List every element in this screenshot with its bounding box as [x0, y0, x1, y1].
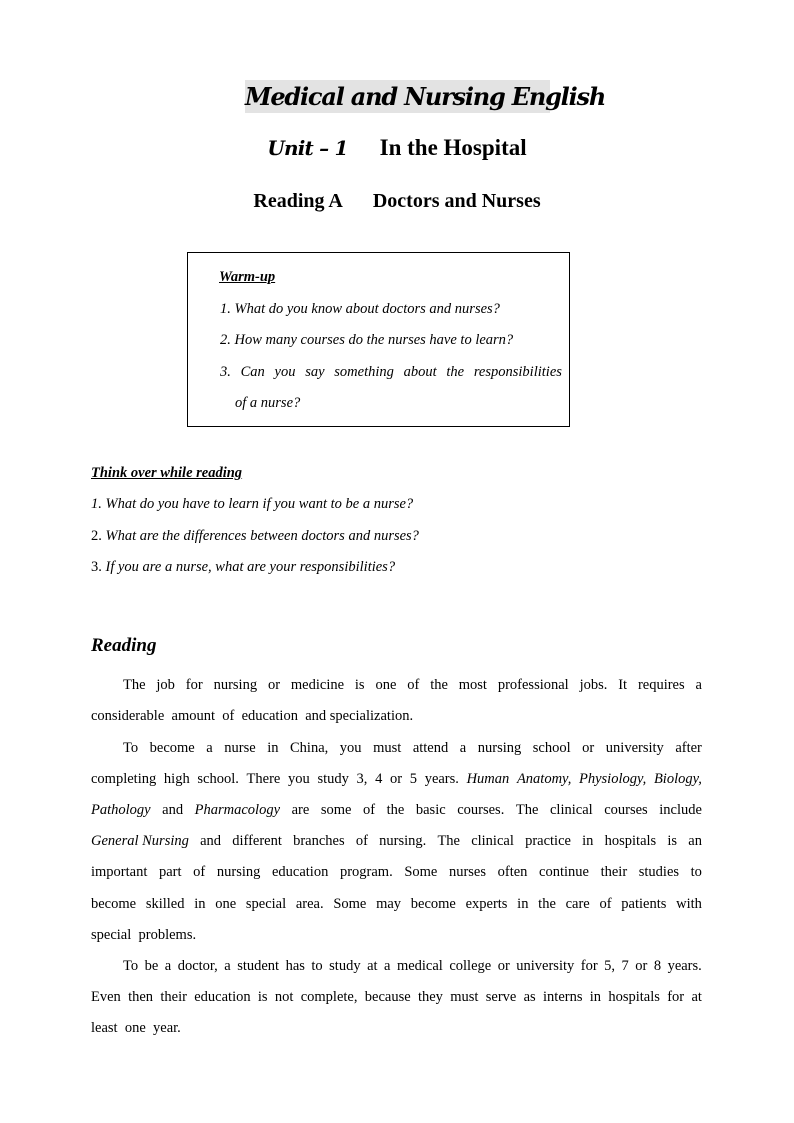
- word: of: [407, 677, 420, 693]
- word: nurse: [224, 740, 256, 756]
- word: attend: [412, 740, 449, 756]
- word: in: [582, 833, 594, 849]
- word: the: [538, 896, 556, 912]
- paragraph-3-line-3: least one year.: [91, 1020, 181, 1036]
- word: clinical: [549, 802, 593, 818]
- word: important: [91, 864, 148, 880]
- word: education: [271, 864, 329, 880]
- think-over-title: Think over while reading: [91, 465, 243, 481]
- word: or: [497, 958, 510, 974]
- word: patients: [621, 896, 667, 912]
- word: university: [516, 958, 575, 974]
- think-question-3-text: If you are a nurse, what are your responsibilities?: [105, 559, 396, 575]
- word: for: [185, 677, 203, 693]
- word: to: [690, 864, 702, 880]
- paragraph-3-line-2: [91, 987, 702, 1007]
- word: is: [354, 677, 365, 693]
- word: continue: [539, 864, 589, 880]
- think-question-3-number: 3.: [91, 559, 106, 575]
- word: and: [162, 802, 184, 818]
- word: courses.: [457, 802, 505, 818]
- word: Human: [466, 771, 510, 787]
- word: 3,: [356, 771, 368, 787]
- word: clinical: [471, 833, 514, 849]
- word: Biology,: [653, 771, 702, 787]
- word: Even: [91, 989, 121, 1005]
- word: they: [417, 989, 443, 1005]
- word: their: [160, 989, 187, 1005]
- word: experts: [465, 896, 508, 912]
- word: part: [159, 864, 182, 880]
- word: basic: [415, 802, 446, 818]
- unit-title: In the Hospital: [379, 135, 527, 160]
- word: or: [390, 771, 403, 787]
- word: 5,: [604, 958, 616, 974]
- word: hospitals: [604, 833, 657, 849]
- word: you: [288, 771, 310, 787]
- word: is: [667, 833, 678, 849]
- think-question-2: [91, 528, 419, 545]
- word: student: [237, 958, 280, 974]
- word: branches: [293, 833, 345, 849]
- word: The: [437, 833, 460, 849]
- word: university: [605, 740, 664, 756]
- word: are: [291, 802, 310, 818]
- word: college: [449, 958, 492, 974]
- word: of: [362, 802, 376, 818]
- word: become: [91, 896, 137, 912]
- word: jobs.: [579, 677, 608, 693]
- word: care: [565, 896, 590, 912]
- word: Some: [404, 864, 438, 880]
- word: courses: [604, 802, 648, 818]
- word: most: [458, 677, 487, 693]
- warmup-box: [187, 252, 570, 427]
- word: doctor,: [177, 958, 218, 974]
- word: must: [373, 740, 402, 756]
- word: Can: [240, 364, 265, 380]
- word: to: [311, 958, 323, 974]
- word: professional: [497, 677, 569, 693]
- word: in: [267, 740, 279, 756]
- paragraph-2-line-6: [91, 894, 702, 914]
- warmup-question-3: [220, 364, 562, 381]
- word: special: [245, 896, 287, 912]
- word: China,: [290, 740, 329, 756]
- word: education: [194, 989, 251, 1005]
- word: nursing: [477, 740, 522, 756]
- warmup-question-3-continued: of a nurse?: [235, 395, 301, 411]
- word: of: [355, 833, 368, 849]
- unit-heading: [0, 132, 794, 164]
- reading-label: Reading A: [253, 190, 343, 212]
- word: requires: [637, 677, 685, 693]
- paragraph-2-line-5: [91, 862, 702, 882]
- word: a: [224, 958, 231, 974]
- paragraph-2-line-3: [91, 800, 702, 820]
- word: completing: [91, 771, 157, 787]
- word: with: [676, 896, 702, 912]
- word: you: [339, 740, 362, 756]
- paragraph-2-line-2: [91, 769, 702, 789]
- word: Pathology: [91, 802, 151, 818]
- word: be: [144, 958, 159, 974]
- word: study: [317, 771, 349, 787]
- word: responsibilities: [473, 364, 562, 380]
- word: hospitals: [608, 989, 660, 1005]
- warmup-title: Warm-up: [219, 269, 276, 285]
- word: some: [320, 802, 352, 818]
- word: study: [329, 958, 361, 974]
- word: say: [305, 364, 325, 380]
- word: or: [267, 677, 281, 693]
- word: To: [123, 740, 139, 756]
- word: in: [517, 896, 529, 912]
- word: To: [123, 958, 139, 974]
- word: one: [215, 896, 237, 912]
- word: Anatomy,: [516, 771, 572, 787]
- warmup-question-1: 1. What do you know about doctors and nurses?: [220, 301, 500, 317]
- word: a: [384, 958, 391, 974]
- word: include: [659, 802, 702, 818]
- word: medical: [396, 958, 443, 974]
- word: as: [523, 989, 536, 1005]
- paragraph-2-line-4: [91, 831, 702, 851]
- warmup-question-2: 2. How many courses do the nurses have to learn?: [220, 332, 514, 348]
- word: for: [667, 989, 685, 1005]
- word: nursing.: [379, 833, 427, 849]
- word: There: [246, 771, 281, 787]
- word: 4: [375, 771, 383, 787]
- word: The: [123, 677, 146, 693]
- word: It: [618, 677, 628, 693]
- word: or: [635, 958, 648, 974]
- word: and: [200, 833, 222, 849]
- word: General Nursing: [91, 833, 189, 849]
- word: often: [497, 864, 528, 880]
- word: one: [375, 677, 397, 693]
- reading-title: Doctors and Nurses: [372, 190, 541, 212]
- word: after: [675, 740, 702, 756]
- word: not: [274, 989, 294, 1005]
- word: is: [257, 989, 268, 1005]
- think-question-1: 1. What do you have to learn if you want to be a nurse?: [91, 496, 414, 512]
- word: school.: [197, 771, 239, 787]
- word: years.: [667, 958, 702, 974]
- word: 8: [653, 958, 662, 974]
- word: then: [128, 989, 154, 1005]
- word: you: [274, 364, 296, 380]
- word: 7: [621, 958, 629, 974]
- word: nurses: [448, 864, 487, 880]
- word: high: [163, 771, 190, 787]
- word: nursing: [216, 864, 261, 880]
- word: skilled: [145, 896, 185, 912]
- paragraph-1-line-1: [123, 675, 702, 695]
- word: the: [386, 802, 405, 818]
- word: a: [164, 958, 172, 974]
- word: years.: [424, 771, 459, 787]
- think-question-2-text: What are the differences between doctors and nurses?: [105, 528, 419, 544]
- word: area.: [295, 896, 324, 912]
- word: of: [193, 864, 206, 880]
- word: medicine: [290, 677, 345, 693]
- word: or: [582, 740, 595, 756]
- word: become: [149, 740, 195, 756]
- word: in: [589, 989, 602, 1005]
- word: a: [206, 740, 213, 756]
- word: for: [580, 958, 598, 974]
- word: become: [410, 896, 456, 912]
- reading-heading-line: [0, 186, 794, 216]
- word: a: [459, 740, 467, 756]
- word: an: [688, 833, 702, 849]
- unit-label: Unit – 1: [267, 136, 348, 160]
- word: a: [695, 677, 702, 693]
- word: the: [430, 677, 448, 693]
- word: serve: [485, 989, 517, 1005]
- word: 3.: [220, 364, 231, 380]
- document-title: Medical and Nursing English: [245, 82, 606, 111]
- word: about: [403, 364, 437, 380]
- paragraph-2-line-1: [123, 738, 702, 758]
- word: 5: [409, 771, 418, 787]
- word: complete,: [300, 989, 358, 1005]
- word: their: [600, 864, 628, 880]
- reading-section-heading: Reading: [91, 635, 157, 656]
- word: job: [156, 677, 175, 693]
- word: at: [367, 958, 378, 974]
- word: something: [334, 364, 394, 380]
- word: The: [515, 802, 539, 818]
- word: nursing: [213, 677, 258, 693]
- word: Physiology,: [579, 771, 647, 787]
- word: interns: [543, 989, 583, 1005]
- word: at: [691, 989, 702, 1005]
- word: program.: [339, 864, 393, 880]
- think-question-2-number: 2.: [91, 528, 106, 544]
- paragraph-3-line-1: [123, 956, 702, 976]
- word: studies: [638, 864, 680, 880]
- word: practice: [525, 833, 571, 849]
- word: of: [599, 896, 612, 912]
- word: Some: [333, 896, 367, 912]
- word: has: [285, 958, 305, 974]
- word: Pharmacology: [194, 802, 281, 818]
- word: because: [364, 989, 411, 1005]
- word: the: [446, 364, 465, 380]
- paragraph-2-line-7: special problems.: [91, 927, 197, 943]
- word: may: [376, 896, 402, 912]
- word: must: [450, 989, 479, 1005]
- think-question-3: [91, 559, 395, 576]
- paragraph-1-line-2: considerable amount of education and specialization.: [91, 708, 414, 724]
- word: different: [232, 833, 282, 849]
- word: school: [532, 740, 571, 756]
- word: in: [194, 896, 206, 912]
